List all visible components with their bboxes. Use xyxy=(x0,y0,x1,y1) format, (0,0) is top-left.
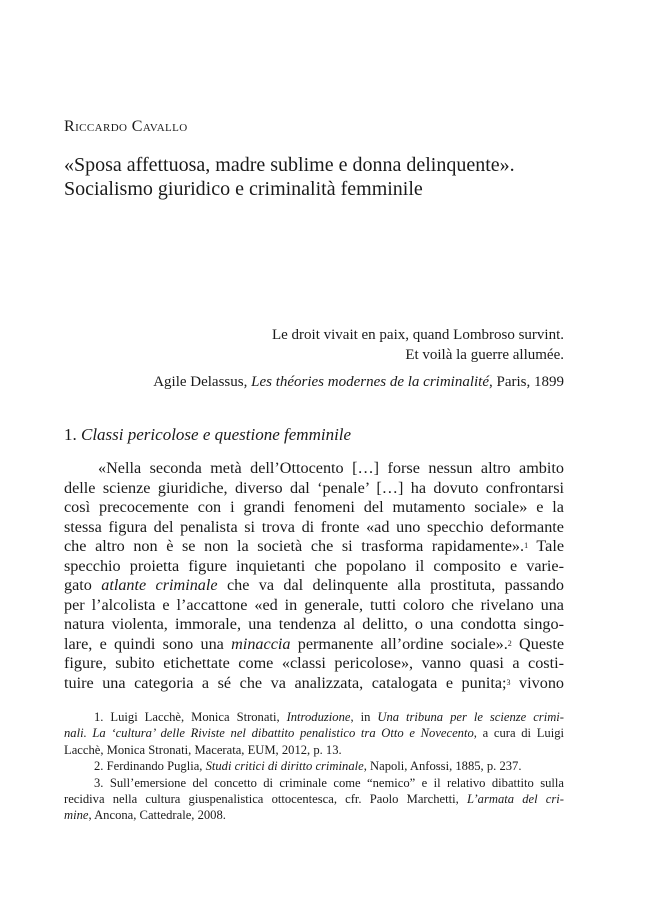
body-text-span: permanente all’ordine sociale». xyxy=(290,634,508,653)
title-line-1: «Sposa affettuosa, madre sublime e donna delinquente». xyxy=(64,154,515,176)
footnote-line xyxy=(64,791,564,807)
footnote-text: , Ancona, Cattedrale, 2008. xyxy=(88,808,226,823)
footnote-line xyxy=(64,725,564,741)
attribution-author: Agile Delassus, xyxy=(153,374,252,390)
body-italic-span: atlante criminale xyxy=(101,576,218,594)
author-name: Riccardo Cavallo xyxy=(64,118,188,135)
body-line: natura violenta, immorale, una tendenza al delitto, o una condotta singo- xyxy=(64,615,564,633)
footnote-text: , Napoli, Anfossi, 1885, p. 237. xyxy=(363,759,522,774)
footnote-italic: nali. La ‘cultura’ delle Riviste nel dibattito penalistico tra Otto e Novecento xyxy=(64,726,474,741)
footnote-italic: L’armata del cri- xyxy=(466,792,564,807)
body-text-span: tuire una categoria a sé che va analizzata, catalogata e punita; xyxy=(64,673,507,692)
body-italic-span: minaccia xyxy=(231,634,291,653)
footnote-line: Lacchè, Monica Stronati, Macerata, EUM, 2012, p. 13. xyxy=(64,742,342,757)
footnote-text: , a cura di Luigi xyxy=(473,726,564,741)
body-line: «Nella seconda metà dell’Ottocento […] forse nessun altro ambito xyxy=(98,459,564,477)
epigraph xyxy=(153,325,564,392)
footnote-text: 2. Ferdinando Puglia, xyxy=(94,759,206,774)
attribution-place: , Paris, 1899 xyxy=(489,374,564,390)
body-line: per l’alcolista e l’accattone «ed in generale, tutti coloro che rivelano una xyxy=(64,595,564,614)
section-heading xyxy=(64,425,351,445)
section-number: 1. xyxy=(64,425,81,444)
footnote-text: 1. Luigi Lacchè, Monica Stronati, xyxy=(94,710,287,724)
epigraph-line-1: Le droit vivait en paix, quand Lombroso survint. xyxy=(271,327,564,343)
body-text-span: lare, e quindi sono una xyxy=(64,634,232,653)
body-line xyxy=(64,674,564,694)
body-text-span: Queste xyxy=(511,634,565,653)
section-title: Classi pericolose e questione femminile xyxy=(81,425,352,444)
footnote-italic: Studi critici di diritto criminale xyxy=(205,759,364,774)
attribution-work: Les théories modernes de la criminalité xyxy=(251,374,489,390)
article-title xyxy=(64,153,604,201)
body-text-span: gato xyxy=(64,576,102,594)
body-line: specchio proietta figure inquietanti che popolano il composito e varie- xyxy=(64,556,564,575)
footnote-italic: mine xyxy=(64,808,89,823)
body-line: così precocemente con i grandi fenomeni del mutamento sociale» e la xyxy=(64,498,564,516)
footnote-ref-1: 1 xyxy=(524,541,529,550)
footnote-line xyxy=(64,807,564,823)
footnote-line: 3. Sull’emersione del concetto di criminale come “nemico” e il relativo dibattito sulla xyxy=(94,775,564,790)
footnote-italic: Una tribuna per le scienze crimi- xyxy=(377,710,564,724)
body-line xyxy=(64,537,564,557)
body-text-span: che va dal delinquente alla prostituta, passando xyxy=(217,576,565,594)
body-text-span: Tale xyxy=(528,537,564,555)
footnote-line xyxy=(64,709,564,725)
footnote-italic: Introduzione xyxy=(286,710,351,724)
footnote-text: , in xyxy=(350,710,378,724)
footnote-ref-2: 2 xyxy=(507,638,512,648)
body-line: figure, subito etichettate come «classi pericolose», vanno quasi a costi- xyxy=(64,654,564,672)
body-line xyxy=(64,635,564,655)
epigraph-line-2: Et voilà la guerre allumée. xyxy=(405,347,564,363)
footnotes xyxy=(64,709,564,824)
body-line: stessa figura del penalista si trova di fronte «ad uno specchio deformante xyxy=(64,517,564,536)
footnote-line xyxy=(64,758,564,774)
body-text-span: vivono xyxy=(510,673,565,692)
epigraph-attribution xyxy=(153,372,564,392)
body-line xyxy=(64,576,564,596)
body-text-span: che altro non è se non la società che si trasforma rapidamente». xyxy=(64,537,525,555)
body-text xyxy=(64,459,564,693)
body-line: delle scienze giuridiche, diverso dal ‘penale’ […] ha dovuto confrontarsi xyxy=(64,478,564,497)
footnote-text: recidiva nella cultura giuspenalistica ottocentesca, cfr. Paolo Marchetti, xyxy=(64,792,467,807)
footnote-ref-3: 3 xyxy=(506,677,511,687)
title-line-2: Socialismo giuridico e criminalità femminile xyxy=(64,178,423,200)
